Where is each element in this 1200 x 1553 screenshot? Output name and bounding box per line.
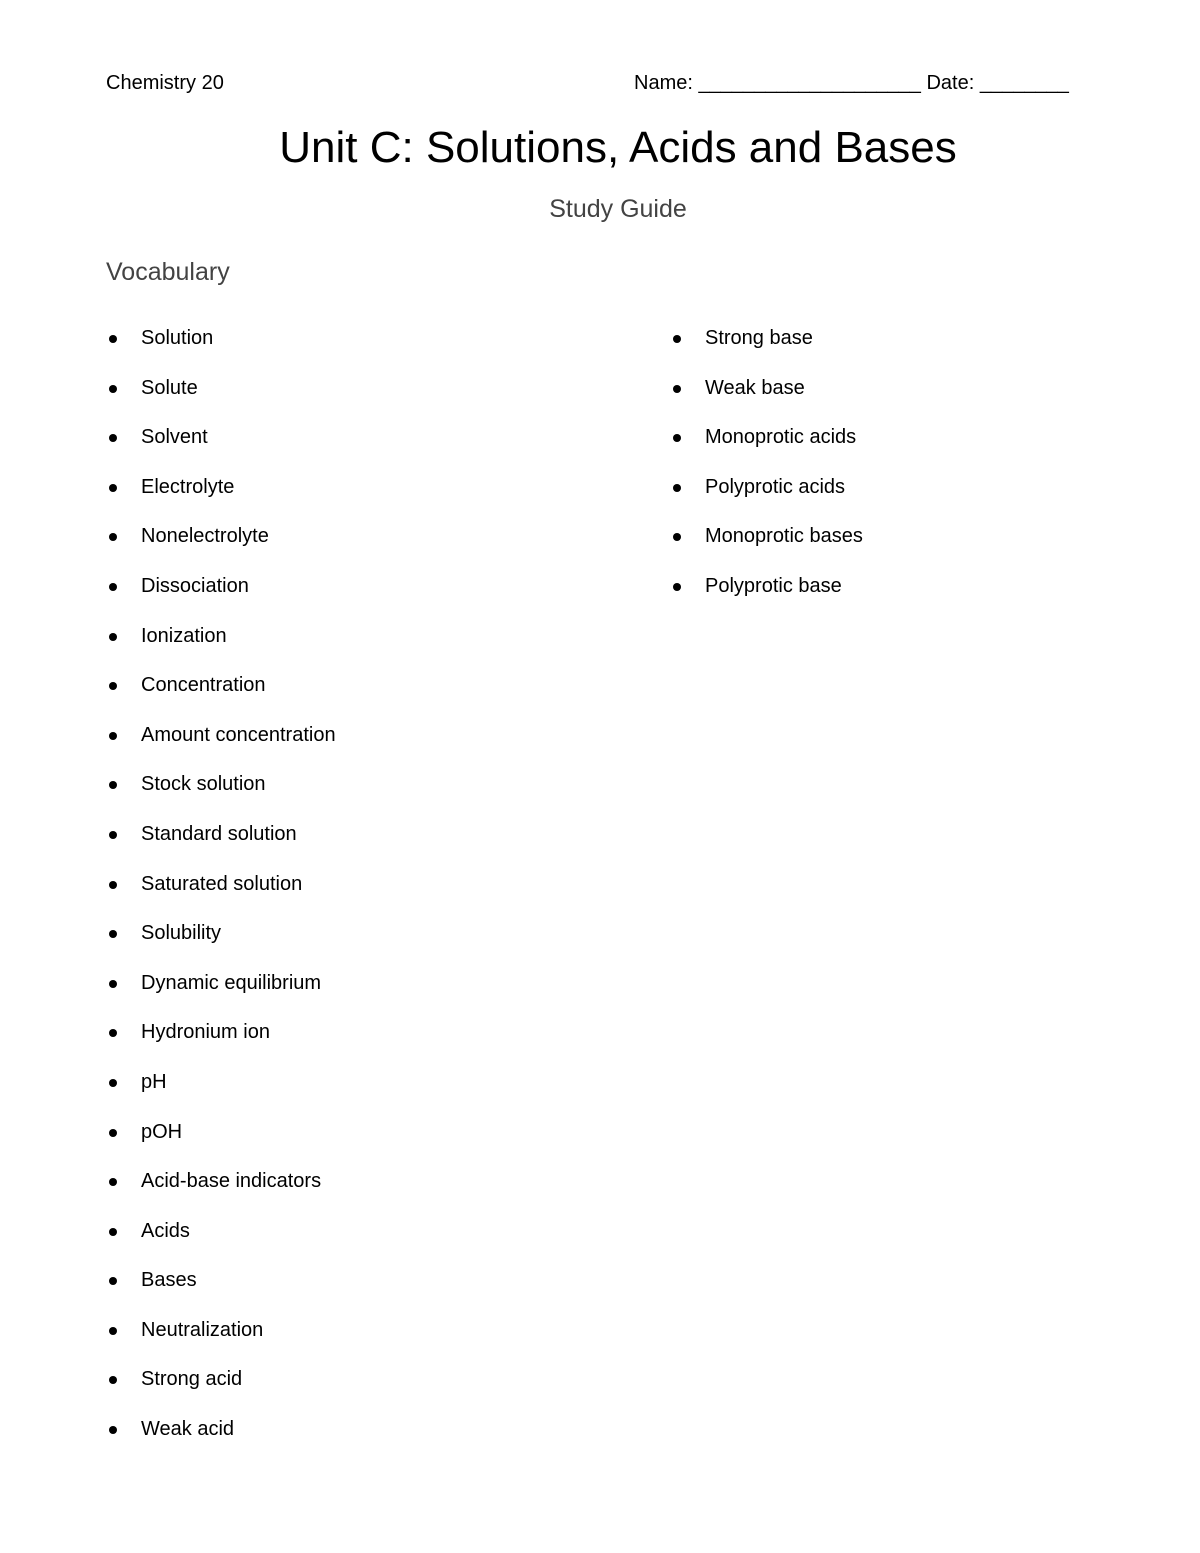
vocabulary-list-item [106, 1069, 336, 1119]
vocabulary-term: Electrolyte [141, 475, 235, 498]
page-subtitle: Study Guide [549, 195, 687, 223]
bullet-icon [109, 533, 117, 541]
vocabulary-list-item [670, 474, 863, 524]
vocabulary-term: Strong acid [141, 1368, 243, 1391]
bullet-icon [109, 1376, 117, 1384]
vocabulary-list-item [106, 1366, 336, 1416]
vocabulary-list-item [106, 1317, 336, 1367]
bullet-icon [109, 1277, 117, 1285]
vocabulary-list-item [106, 474, 336, 524]
bullet-icon [673, 533, 681, 541]
vocabulary-list-item [106, 424, 336, 474]
vocabulary-term: Monoprotic bases [705, 525, 863, 548]
vocabulary-term: Solvent [141, 426, 208, 449]
vocabulary-term: Amount concentration [141, 723, 336, 746]
vocabulary-term: Neutralization [141, 1318, 264, 1341]
bullet-icon [109, 633, 117, 641]
bullet-icon [673, 583, 681, 591]
bullet-icon [109, 385, 117, 393]
page-title: Unit C: Solutions, Acids and Bases [279, 123, 957, 172]
vocabulary-list-item [106, 970, 336, 1020]
bullet-icon [109, 1178, 117, 1186]
vocabulary-list-item [670, 424, 863, 474]
bullet-icon [109, 781, 117, 789]
vocabulary-term: Acid-base indicators [141, 1170, 322, 1193]
vocabulary-list-item [106, 573, 336, 623]
vocabulary-list-item [106, 771, 336, 821]
vocabulary-list-item [106, 871, 336, 921]
bullet-icon [109, 1129, 117, 1137]
bullet-icon [109, 980, 117, 988]
vocabulary-term: Strong base [705, 327, 813, 349]
vocabulary-list-item [670, 573, 863, 623]
bullet-icon [109, 335, 117, 343]
vocabulary-term: Ionization [141, 624, 227, 647]
vocabulary-term: Nonelectrolyte [141, 525, 269, 548]
bullet-icon [673, 484, 681, 492]
bullet-icon [109, 732, 117, 740]
vocabulary-heading: Vocabulary [106, 258, 230, 286]
bullet-icon [109, 1228, 117, 1236]
bullet-icon [109, 881, 117, 889]
vocabulary-term: Solubility [141, 922, 222, 945]
vocabulary-list-item [106, 1119, 336, 1169]
vocabulary-list-item [106, 672, 336, 722]
vocabulary-term: Polyprotic base [705, 574, 842, 597]
vocabulary-list-item [106, 920, 336, 970]
bullet-icon [109, 484, 117, 492]
vocabulary-term: pH [141, 1070, 167, 1093]
vocabulary-term: Dynamic equilibrium [141, 971, 322, 994]
vocabulary-list-item [106, 1218, 336, 1268]
vocabulary-list-item [106, 523, 336, 573]
vocabulary-term: Weak acid [141, 1418, 235, 1441]
vocabulary-term: Solute [141, 376, 198, 399]
bullet-icon [109, 930, 117, 938]
vocabulary-list-item [670, 325, 863, 375]
vocabulary-list-item [106, 375, 336, 425]
vocabulary-list-right [670, 325, 863, 623]
vocabulary-term: pOH [141, 1120, 183, 1143]
vocabulary-term: Stock solution [141, 773, 266, 796]
bullet-icon [673, 434, 681, 442]
vocabulary-term: Concentration [141, 674, 266, 697]
bullet-icon [109, 1029, 117, 1037]
vocabulary-term: Bases [141, 1269, 197, 1292]
bullet-icon [673, 335, 681, 343]
vocabulary-list-item [670, 523, 863, 573]
vocabulary-term: Hydronium ion [141, 1021, 270, 1044]
bullet-icon [109, 1327, 117, 1335]
bullet-icon [109, 1426, 117, 1434]
bullet-icon [109, 831, 117, 839]
vocabulary-list-item [106, 623, 336, 673]
vocabulary-term: Weak base [705, 376, 805, 399]
vocabulary-list-item [106, 1416, 336, 1466]
bullet-icon [109, 434, 117, 442]
vocabulary-list-item [106, 1267, 336, 1317]
course-label: Chemistry 20 [106, 72, 224, 94]
vocabulary-list-item [106, 325, 336, 375]
bullet-icon [109, 583, 117, 591]
name-date-line: Name: ____________________ Date: ________ [634, 72, 1069, 94]
vocabulary-term: Solution [141, 327, 214, 349]
vocabulary-term: Monoprotic acids [705, 426, 857, 449]
vocabulary-list-item [106, 821, 336, 871]
bullet-icon [109, 682, 117, 690]
vocabulary-term: Acids [141, 1219, 190, 1242]
vocabulary-term: Polyprotic acids [705, 475, 846, 498]
vocabulary-list-item [106, 1168, 336, 1218]
vocabulary-term: Dissociation [141, 574, 249, 597]
bullet-icon [673, 385, 681, 393]
vocabulary-term: Standard solution [141, 822, 297, 845]
bullet-icon [109, 1079, 117, 1087]
vocabulary-list-item [670, 375, 863, 425]
vocabulary-term: Saturated solution [141, 872, 303, 895]
vocabulary-list-item [106, 1019, 336, 1069]
vocabulary-list-left [106, 325, 336, 1466]
vocabulary-list-item [106, 722, 336, 772]
